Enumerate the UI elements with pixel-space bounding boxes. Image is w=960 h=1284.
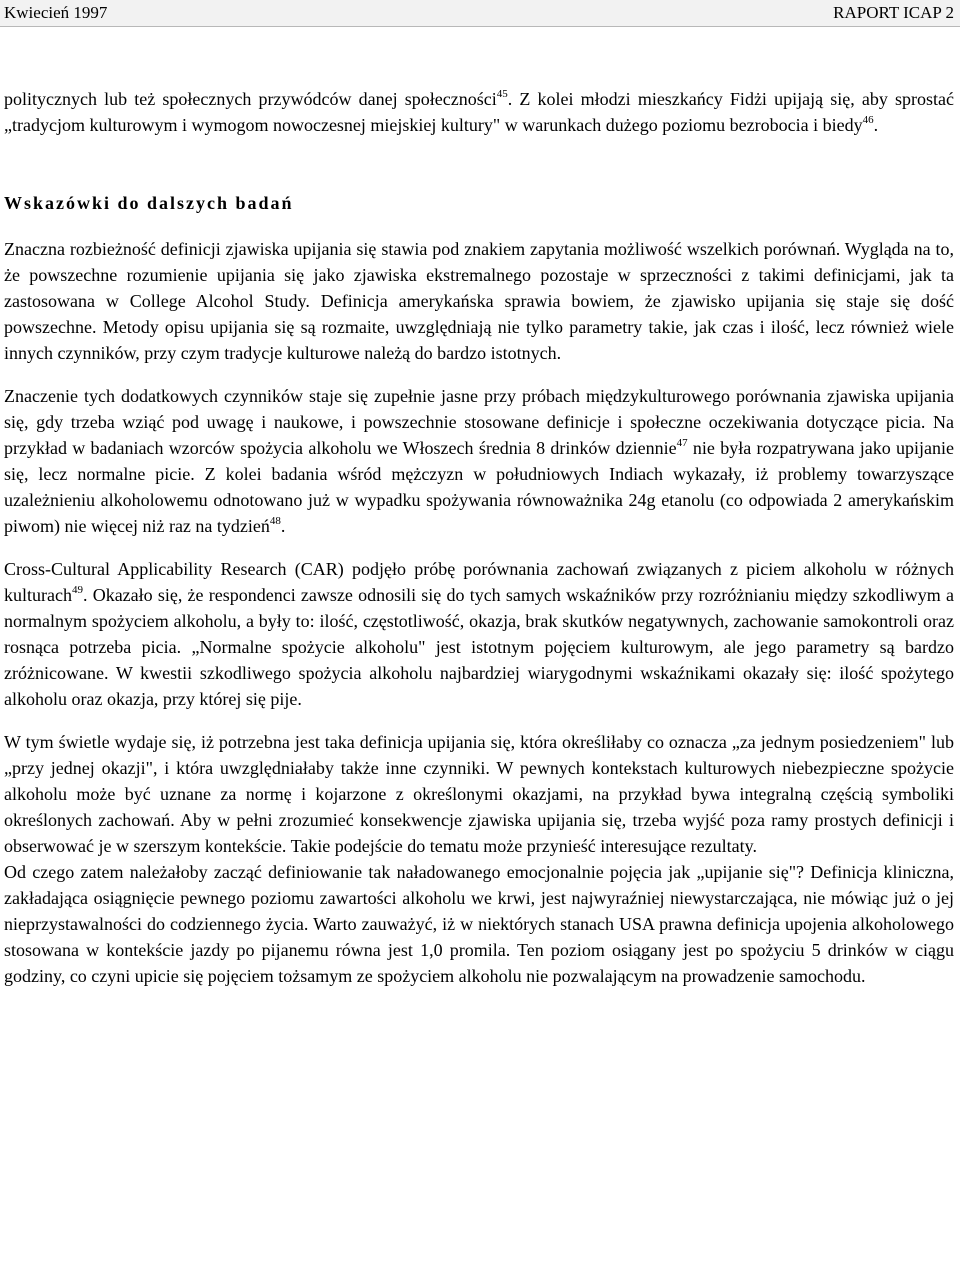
paragraph-3-text-c: .	[280, 516, 286, 536]
paragraph-1-text-a: politycznych lub też społecznych przywódców danej społeczności	[4, 89, 497, 109]
header-report-title: RAPORT ICAP 2	[833, 3, 954, 22]
header-date: Kwiecień 1997	[4, 3, 108, 22]
footnote-ref-46: 46	[862, 114, 874, 126]
paragraph-2: Znaczna rozbieżność definicji zjawiska upijania się stawia pod znakiem zapytania możliwość wszelkich porównań. Wygląda na to, że powszechne rozumienie upijania się jako zjawiska ekstremalnego pozostaje w sprzeczności z takimi definicjami, jak ta zastosowana w College Alcohol Study. Definicja amerykańska sprawia bowiem, że zjawisko upijania się staje się dość powszechne. Metody opisu upijania się są rozmaite, uwzględniają nie tylko parametry takie, jak czas i ilość, lecz również wiele innych czynników, przy czym tradycje kulturowe należą do bardzo istotnych.	[4, 239, 954, 363]
footnote-ref-47: 47	[676, 437, 688, 449]
document-body	[4, 86, 954, 989]
paragraph-1	[4, 86, 954, 138]
paragraph-4	[4, 556, 954, 712]
footnote-ref-49: 49	[71, 584, 83, 596]
footnote-ref-48: 48	[269, 515, 281, 527]
paragraph-1-text-b: . Z kolei młodzi mieszkańcy Fidżi upijają się, aby sprostać „tradycjom kulturowym i wymogom nowoczesnej miejskiej kultury" w warunkach dużego poziomu bezrobocia i biedy	[4, 89, 954, 135]
paragraph-3-text-a: Znaczenie tych dodatkowych czynników staje się zupełnie jasne przy próbach międzykulturowego porównania zjawiska upijania się, gdy trzeba wziąć pod uwagę i naukowe, i powszechnie stosowane definicje i społeczne oczekiwania dotyczące picia. Na przykład w badaniach wzorców spożycia alkoholu we Włoszech średnia 8 drinków dziennie	[4, 386, 954, 458]
paragraph-4-text-b: . Okazało się, że respondenci zawsze odnosili się do tych samych wskaźników przy rozróżnianiu między szkodliwym a normalnym spożyciem alkoholu, a były to: ilość, częstotliwość, okazja, brak skutków negatywnych, zachowanie samokontroli oraz rosnąca potrzeba picia. „Normalne spożycie alkoholu" jest istotnym pojęciem kulturowym, ale jego parametry są bardzo zróżnicowane. W kwestii szkodliwego spożycia alkoholu najbardziej wiarygodnymi wskaźnikami okazały się: ilość spożytego alkoholu oraz okazja, przy której się pije.	[4, 585, 954, 709]
paragraph-3	[4, 383, 954, 539]
page-header	[0, 0, 960, 27]
paragraph-3-text-b: nie była rozpatrywana jako upijanie się, lecz normalne picie. Z kolei badania wśród mężczyzn w południowych Indiach wykazały, iż problemy towarzyszące uzależnieniu alkoholowemu odnotowano już w wypadku spożywania równoważnika 24g etanolu (co odpowiada 2 amerykańskim piwom) nie więcej niż raz na tydzień	[4, 438, 954, 536]
paragraph-6: Od czego zatem należałoby zacząć definiowanie tak naładowanego emocjonalnie pojęcia jak „upijanie się"? Definicja kliniczna, zakładająca osiągnięcie pewnego poziomu zawartości alkoholu we krwi, jest najwyraźniej niewystarczająca, nie mówiąc już o jej nieprzystawalności do codziennego życia. Warto zauważyć, iż w niektórych stanach USA prawna definicja upojenia alkoholowego stosowana w kontekście jazdy po pijanemu równa jest 1,0 promila. Ten poziom osiągany jest po spożyciu 5 drinków w ciągu godziny, co czyni upicie się pojęciem tożsamym ze spożyciem alkoholu nie pozwalającym na prowadzenie samochodu.	[4, 862, 954, 986]
paragraph-4-text-a: Cross-Cultural Applicability Research (CAR) podjęło próbę porównania zachowań związanych z piciem alkoholu w różnych kulturach	[4, 559, 954, 605]
footnote-ref-45: 45	[496, 88, 508, 100]
section-heading: Wskazówki do dalszych badań	[4, 193, 294, 213]
paragraph-5: W tym świetle wydaje się, iż potrzebna jest taka definicja upijania się, która określiłaby co oznacza „za jednym posiedzeniem" lub „przy jednej okazji", i która uwzględniałaby także inne czynniki. W pewnych kontekstach kulturowych niebezpieczne spożycie alkoholu może być uznane za normę i kojarzone z określonymi okazjami, na przykład bywa integralną częścią symboliki określonych zachowań. Aby w pełni zrozumieć konsekwencje zjawiska upijania się, trzeba wyjść poza ramy prostych definicji i obserwować je w szerszym kontekście. Takie podejście do tematu może przynieść interesujące rezultaty.	[4, 732, 954, 856]
paragraph-1-text-c: .	[873, 115, 879, 135]
